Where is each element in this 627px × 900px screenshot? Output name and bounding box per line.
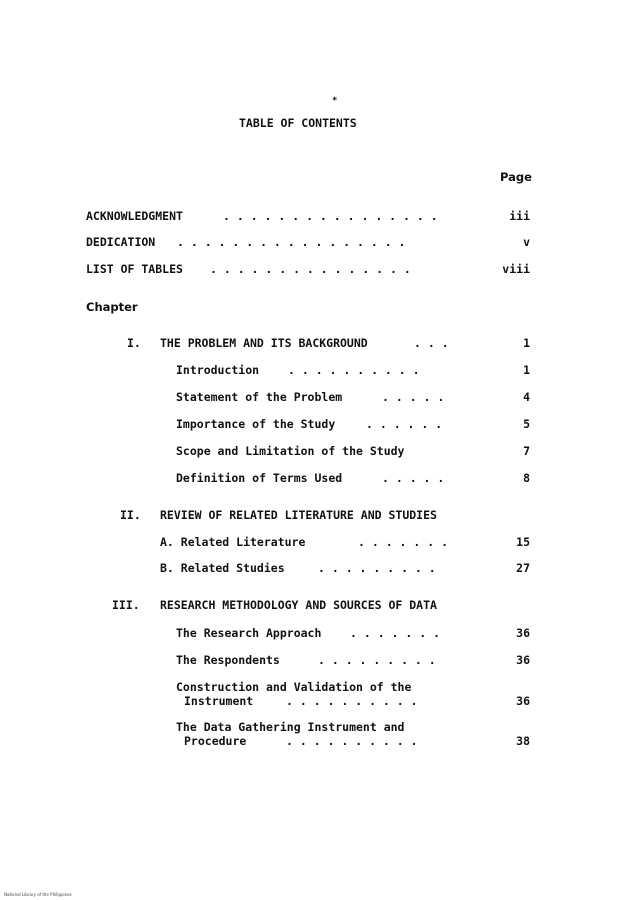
toc-entry-leader: . . . . . . . . . . xyxy=(286,734,418,748)
toc-entry-page: 38 xyxy=(516,734,530,748)
toc-entry-page: 27 xyxy=(516,561,530,575)
toc-entry-leader: . . . . . . xyxy=(366,417,443,431)
toc-entry-leader: . . . . . . . . . xyxy=(318,653,436,667)
section-label: Construction and Validation of the xyxy=(176,680,412,694)
toc-entry-page: 5 xyxy=(523,417,530,431)
chapter-number: II. xyxy=(120,508,141,522)
toc-entry-page: iii xyxy=(509,209,530,223)
asterisk-mark: * xyxy=(332,96,338,106)
toc-entry-leader: . . . xyxy=(414,336,449,350)
chapter-number: I. xyxy=(127,336,141,350)
toc-entry-label: DEDICATION xyxy=(86,235,156,249)
section-label: The Data Gathering Instrument and xyxy=(176,720,405,734)
toc-entry-page: 1 xyxy=(523,336,530,350)
toc-entry-leader: . . . . . . . . . xyxy=(318,561,436,575)
section-label-continued: Instrument xyxy=(184,694,254,708)
chapter-heading: Chapter xyxy=(86,300,138,314)
toc-entry-leader: . . . . . xyxy=(382,471,445,485)
section-label: The Respondents xyxy=(176,653,280,667)
section-label: A. Related Literature xyxy=(160,535,306,549)
section-label: Definition of Terms Used xyxy=(176,471,343,485)
toc-entry-page: 36 xyxy=(516,653,530,667)
toc-entry-page: viii xyxy=(502,262,530,276)
toc-entry-page: 4 xyxy=(523,390,530,404)
toc-entry-leader: . . . . . . . xyxy=(358,535,449,549)
toc-entry-page: 36 xyxy=(516,694,530,708)
footer-watermark: National Library of the Philippines xyxy=(4,892,72,897)
toc-entry-page: 7 xyxy=(523,444,530,458)
toc-entry-page: 36 xyxy=(516,626,530,640)
toc-entry-leader: . . . . . . . . . . xyxy=(288,363,420,377)
toc-entry-leader: . . . . . . . . . . . . . . . xyxy=(210,262,411,276)
section-label: B. Related Studies xyxy=(160,561,285,575)
toc-entry-leader: . . . . . . . . . . . . . . . . xyxy=(223,209,438,223)
toc-entry-leader: . . . . . xyxy=(382,390,445,404)
chapter-title: THE PROBLEM AND ITS BACKGROUND xyxy=(160,336,368,350)
section-label-continued: Procedure xyxy=(184,734,247,748)
toc-entry-label: ACKNOWLEDGMENT xyxy=(86,209,183,223)
section-label: The Research Approach xyxy=(176,626,322,640)
section-label: Importance of the Study xyxy=(176,417,336,431)
toc-entry-page: v xyxy=(523,235,530,249)
toc-entry-page: 8 xyxy=(523,471,530,485)
chapter-title: RESEARCH METHODOLOGY AND SOURCES OF DATA xyxy=(160,598,437,612)
page-column-header: Page xyxy=(500,170,532,184)
toc-entry-leader: . . . . . . . . . . . . . . . . . xyxy=(177,235,406,249)
chapter-number: III. xyxy=(112,598,140,612)
section-label: Introduction xyxy=(176,363,260,377)
page-title: TABLE OF CONTENTS xyxy=(239,116,357,130)
toc-entry-leader: . . . . . . . . . . xyxy=(286,694,418,708)
section-label: Statement of the Problem xyxy=(176,390,343,404)
chapter-title: REVIEW OF RELATED LITERATURE AND STUDIES xyxy=(160,508,437,522)
toc-entry-page: 1 xyxy=(523,363,530,377)
toc-entry-page: 15 xyxy=(516,535,530,549)
toc-entry-label: LIST OF TABLES xyxy=(86,262,183,276)
toc-entry-leader: . . . . . . . xyxy=(350,626,441,640)
section-label: Scope and Limitation of the Study xyxy=(176,444,405,458)
